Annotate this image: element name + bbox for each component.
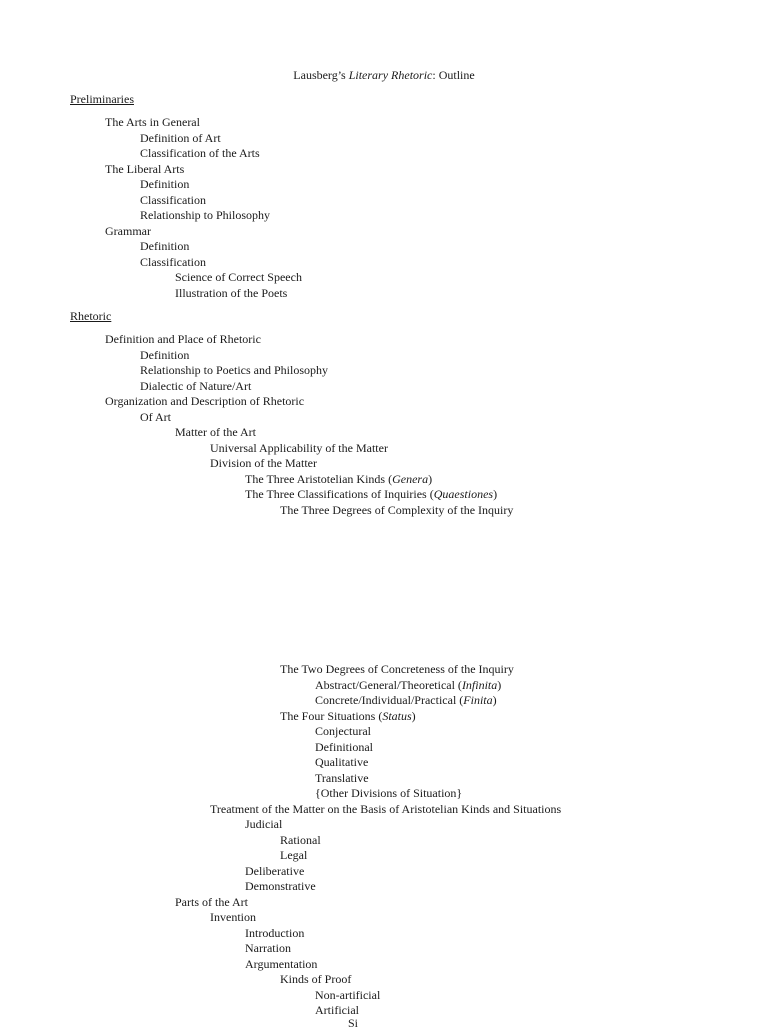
outline-text-main: Introduction xyxy=(245,925,305,940)
outline-text-close: ) xyxy=(492,693,497,707)
outline-text-main: The Three Aristotelian Kinds ( xyxy=(245,471,393,486)
outline-text xyxy=(245,817,282,833)
outline-text xyxy=(280,503,513,519)
outline-term-italic: Quaestiones xyxy=(433,487,494,501)
outline-text xyxy=(210,910,256,926)
outline-text-main: Universal Applicability of the Matter xyxy=(210,440,388,455)
outline-term-italic: Genera xyxy=(392,471,429,486)
outline-text-main: {Other Divisions of Situation} xyxy=(315,786,463,800)
outline-term-italic: Status xyxy=(382,708,412,723)
outline-text-main: Judicial xyxy=(245,817,283,831)
outline-text xyxy=(140,193,206,209)
outline-term-italic: Infinita xyxy=(461,677,498,692)
outline-text-main: Classification of the Arts xyxy=(140,146,260,160)
outline-text-main: Definition xyxy=(140,177,190,191)
outline-text xyxy=(175,895,248,911)
outline-text xyxy=(280,662,514,678)
outline-text xyxy=(245,957,317,973)
outline-text-main: Definition xyxy=(140,239,190,253)
outline-text-main: Legal xyxy=(280,848,308,862)
outline-text xyxy=(140,146,260,162)
outline-text xyxy=(315,988,380,1004)
outline-text-close: ) xyxy=(428,471,433,486)
outline-text xyxy=(140,239,189,255)
outline-text-main: Matter of the Art xyxy=(175,425,256,439)
section-heading: Rhetoric xyxy=(70,309,112,323)
outline-text xyxy=(140,410,171,426)
outline-text xyxy=(210,441,388,457)
outline-text-main: Grammar xyxy=(105,223,151,238)
page-title xyxy=(0,68,768,84)
outline-text-main: Of Art xyxy=(140,409,171,424)
outline-text xyxy=(280,833,321,849)
title-book-name: Literary Rhetoric xyxy=(348,68,433,82)
outline-text-main: Classification xyxy=(140,192,206,207)
outline-text xyxy=(245,472,432,488)
outline-text-main: Non-artificial xyxy=(315,987,381,1002)
outline-text-main: Definition of Art xyxy=(140,130,221,145)
outline-text xyxy=(315,740,373,756)
outline-text xyxy=(315,724,371,740)
outline-text-main: The Three Degrees of Complexity of the Inquiry xyxy=(280,502,514,517)
outline-text-main: The Three Classifications of Inquiries ( xyxy=(245,487,434,501)
outline-text-main: Definition and Place of Rhetoric xyxy=(105,332,261,346)
title-prefix: Lausberg’s xyxy=(293,68,349,82)
outline-text-main: The Two Degrees of Concreteness of the Inquiry xyxy=(280,662,514,676)
outline-text xyxy=(105,394,304,410)
outline-text xyxy=(105,224,151,240)
outline-text-main: Rational xyxy=(280,832,321,847)
outline-text-main: Narration xyxy=(245,941,291,955)
outline-text-main: Demonstrative xyxy=(245,879,316,893)
outline-text-main: Organization and Description of Rhetoric xyxy=(105,394,305,408)
outline-text xyxy=(315,786,462,802)
outline-text-main: Invention xyxy=(210,910,256,924)
outline-text-main: Relationship to Philosophy xyxy=(140,208,271,222)
section-heading: Preliminaries xyxy=(70,92,134,106)
outline-text-main: Definition xyxy=(140,347,190,362)
outline-text xyxy=(105,332,261,348)
outline-text xyxy=(140,379,251,395)
outline-text xyxy=(245,879,316,895)
outline-text xyxy=(315,771,369,787)
outline-text-main: Deliberative xyxy=(245,863,305,878)
outline-text-close: ) xyxy=(411,708,416,723)
outline-text xyxy=(140,208,270,224)
outline-text-main: Parts of the Art xyxy=(175,894,248,909)
outline-text-main: Definitional xyxy=(315,739,373,754)
outline-text xyxy=(280,972,351,988)
outline-text-main: Abstract/General/Theoretical ( xyxy=(315,677,462,692)
outline-text xyxy=(175,425,256,441)
outline-text-main: Argumentation xyxy=(245,956,318,971)
outline-term-italic: Finita xyxy=(463,693,493,707)
outline-text xyxy=(105,162,184,178)
outline-text xyxy=(140,363,328,379)
outline-text-main: The Four Situations ( xyxy=(280,708,383,723)
outline-text-main: Division of the Matter xyxy=(210,456,317,470)
outline-text xyxy=(245,926,304,942)
outline-text xyxy=(210,802,561,818)
outline-text-main: Conjectural xyxy=(315,724,371,738)
outline-text xyxy=(280,848,307,864)
outline-text xyxy=(210,456,317,472)
outline-text-main: Treatment of the Matter on the Basis of Aristotelian Kinds and Situations xyxy=(210,801,562,816)
outline-text xyxy=(140,177,189,193)
outline-text-main: Concrete/Individual/Practical ( xyxy=(315,693,464,707)
outline-text-main: Classification xyxy=(140,254,206,269)
cut-off-text: Si xyxy=(348,1016,359,1030)
outline-text-main: Translative xyxy=(315,770,369,785)
outline-text-main: Dialectic of Nature/Art xyxy=(140,378,252,393)
outline-text-main: Illustration of the Poets xyxy=(175,285,288,300)
outline-text-main: Science of Correct Speech xyxy=(175,270,302,284)
outline-text xyxy=(175,286,287,302)
outline-text xyxy=(140,131,221,147)
title-suffix: : Outline xyxy=(432,68,475,82)
outline-text-main: Qualitative xyxy=(315,755,369,769)
outline-text xyxy=(175,270,302,286)
outline-text-close: ) xyxy=(497,677,502,692)
outline-text xyxy=(315,755,368,771)
outline-text-main: Kinds of Proof xyxy=(280,972,352,986)
outline-text xyxy=(315,693,497,709)
outline-text xyxy=(245,941,291,957)
outline-text xyxy=(245,864,304,880)
outline-text xyxy=(315,678,501,694)
outline-text-close: ) xyxy=(493,487,498,501)
outline-text-main: Relationship to Poetics and Philosophy xyxy=(140,363,328,377)
outline-text-main: The Liberal Arts xyxy=(105,161,185,176)
outline-text xyxy=(280,709,416,725)
outline-text xyxy=(140,348,189,364)
outline-text xyxy=(245,487,497,503)
outline-text-main: The Arts in General xyxy=(105,115,200,129)
outline-text xyxy=(140,255,206,271)
outline-text xyxy=(105,115,200,131)
outline-text-main: Artificial xyxy=(315,1003,359,1017)
